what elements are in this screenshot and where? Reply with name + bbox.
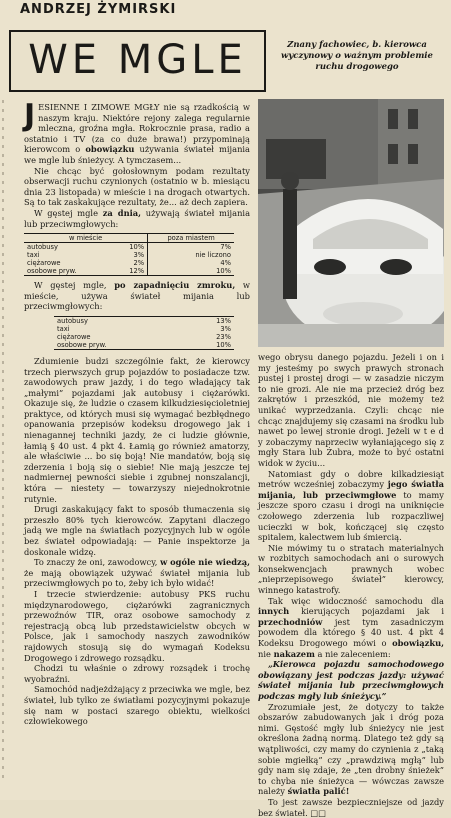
column-left: [24, 98, 251, 727]
drop-cap: J: [24, 98, 36, 133]
margin-decoration: [0, 100, 6, 780]
paragraph: W gęstej mgle, po zapadnięciu zmroku, w mieście, używa świateł mijania lub przeciwmgłowych:: [24, 280, 250, 312]
article-title: WE MGLE: [28, 37, 247, 83]
paragraph: Nie chcąc być gołosłownym podam rezultaty obserwacji ruchu czynionych (ostatnio w b. miesiącu dnia 23 listopada) w mieście i na drogach otwartych. Są to tak zaskakujące rezultaty, że... aż dech zapiera.: [24, 165, 250, 208]
paragraph: I trzecie stwierdzenie: autobusy PKS ruchu międzynarodowego, ciężarówki zagranicznych przewoźnów TIR, oraz osobowe samochody z rejestracją obcą lub przedstawicielstw obcych w Polsce, jak i samochody naszych zawodników rajdowych stosują się do wymagań Kodeksu Drogowego i zdrowego rozsądku.: [24, 588, 250, 663]
paragraph: To znaczy że oni, zawodowcy, w ogóle nie wiedzą, że mają obowiązek używać świateł mijania lub przeciwmgłowych po to, żeby ich było widać!: [24, 557, 251, 589]
column-right: [258, 352, 444, 818]
table-day: w mieście poza miastem autobusy 10% 7% taxi 3% nie liczono ciężarowe 2% 4% osobowe pryw. 12% 10%: [24, 233, 234, 276]
paragraph: wego obrysu danego pojazdu. Jeżeli i on i my jesteśmy po swych prawych stronach pustej i prostej drogi — w zasadzie niczym to nie grozi. Ale nie ma przecież dróg bez zakrętów i przeszkód, nie możemy też unikać wyprzedzania. Czyli: chcąc nie chcąc znajdujemy się czasami na środku lub nawet po lewej stronie drogi. Jeżeli w t e d y zobaczymy naprzeciw wyłaniającego się z mgły Stara lub Żubra, może to być ostatni widok w życiu...: [258, 352, 444, 468]
title-box: [9, 30, 266, 92]
snow-car-photo: [258, 99, 444, 347]
paragraph: To jest zawsze bezpieczniejsze od jazdy bez świateł. □□: [258, 796, 444, 818]
paragraph: Samochód nadjeżdżający z przeciwka we mgle, bez świateł, lub tylko ze światłami pozycyjnymi pokazuje się nam w postaci szarego obiektu, wielkości człowiekowego: [24, 684, 250, 727]
paragraph: Zdumienie budzi szczególnie fakt, że kierowcy trzech pierwszych grup pojazdów to posiadacze tzw. zawodowych praw jazdy, i do tego władający tak „małymi” pojazdami jak autobusy i ciężarówki. Okazuje się, że ludzie o czasem kilkudziesięcioletniej praktyce, od których musi się wymagać bezbłędnego opanowania przepisów kodeksu drogowego jak i nienagannej techniki jazdy, że ci ludzie głównie, łamią § 40 ust. 4 pkt 4. Łamią go również amatorzy, ale właściwie ... bo się boją! Nie mandatów, boją się zderzenia i boją się o siebie! Nie mają jeszcze tej nadmiernej pewności siebie i zgubnej nonszalancji, która — niestety — towarzyszy niejednokrotnie rutynie.: [24, 355, 250, 504]
article-lead: Znany fachowiec, b. kierowca wyczynowy o ważnym problemie ruchu drogowego: [281, 40, 433, 72]
paragraph: Natomiast gdy o dobre kilkadziesiąt metrów wcześniej zobaczymy jego światła mijania, lub przeciwmgłowe to mamy jeszcze sporo czasu i drogi na uniknięcie czołowego zderzenia lub rozpaczliwej ucieczki w bok, kończącej się często spitalem, kalectwem lub śmiercią.: [258, 468, 444, 543]
author-name: ANDRZEJ ŻYMIRSKI: [20, 2, 177, 17]
paragraph: Nie mówimy tu o stratach materialnych w rozbitych samochodach ani o surowych konsekwencjach prawnych wobec „nieprzepisowego świateł” kierowcy, winnego katastrofy.: [258, 542, 444, 596]
paragraph: JESIENNE I ZIMOWE MGŁY nie są rzadkością w naszym kraju. Niektóre rejony zalega regularnie mleczna, groźna mgła. Rokrocznie prasa, radio a ostatnio i TV (za co duże brawa!) przypominają kierowcom o obowiązku używania świateł mijania we mgle lub śnieżycy. A tymczasem...: [24, 98, 251, 165]
paragraph: W gęstej mgle za dnia, używają świateł mijania lub przeciwmgłowych:: [24, 207, 251, 229]
paragraph: Tak więc widoczność samochodu dla innych kierujących pojazdami jak i przechodniów jest tym zasadniczym powodem dla którego § 40 ust. 4 pkt 4 Kodeksu Drogowego mówi o obowiązku, nie nakazem a nie zaleceniem:: [258, 595, 444, 659]
table-night: autobusy 13% taxi 3% ciężarowe 23% osobowe pryw. 10%: [54, 316, 234, 350]
end-mark: □□: [310, 807, 327, 818]
paragraph: Drugi zaskakujący fakt to sposób tłumaczenia się przeszło 80% tych kierowców. Zapytani dlaczego jadą we mgle na światłach pozycyjnych lub w ogóle bez świateł odpowiadają: — Panie inspektorze ja doskonale widzę.: [24, 504, 250, 557]
paragraph: Zrozumiałe jest, że dotyczy to także obszarów zabudowanych jak i dróg poza nimi. Gęstość mgły lub śnieżycy nie jest określona żadną normą. Dlatego też gdy są wątpliwości, czy mamy do czynienia z „taką sobie mgiełką” czy „prawdziwą mgłą” lub gdy nam się zdaje, że „ten drobny śnieżek” to chyba nie śnieżyca — wówczas zawsze należy światła palić!: [258, 701, 444, 797]
law-quote: „Kierowca pojazdu samochodowego obowiązany jest podczas jazdy: używać świateł mijania lub przeciwmgłowych podczas mgły lub śnieżycy.”: [258, 659, 444, 701]
paragraph: Chodzi tu właśnie o zdrowy rozsądek i trochę wyobraźni.: [24, 663, 250, 684]
